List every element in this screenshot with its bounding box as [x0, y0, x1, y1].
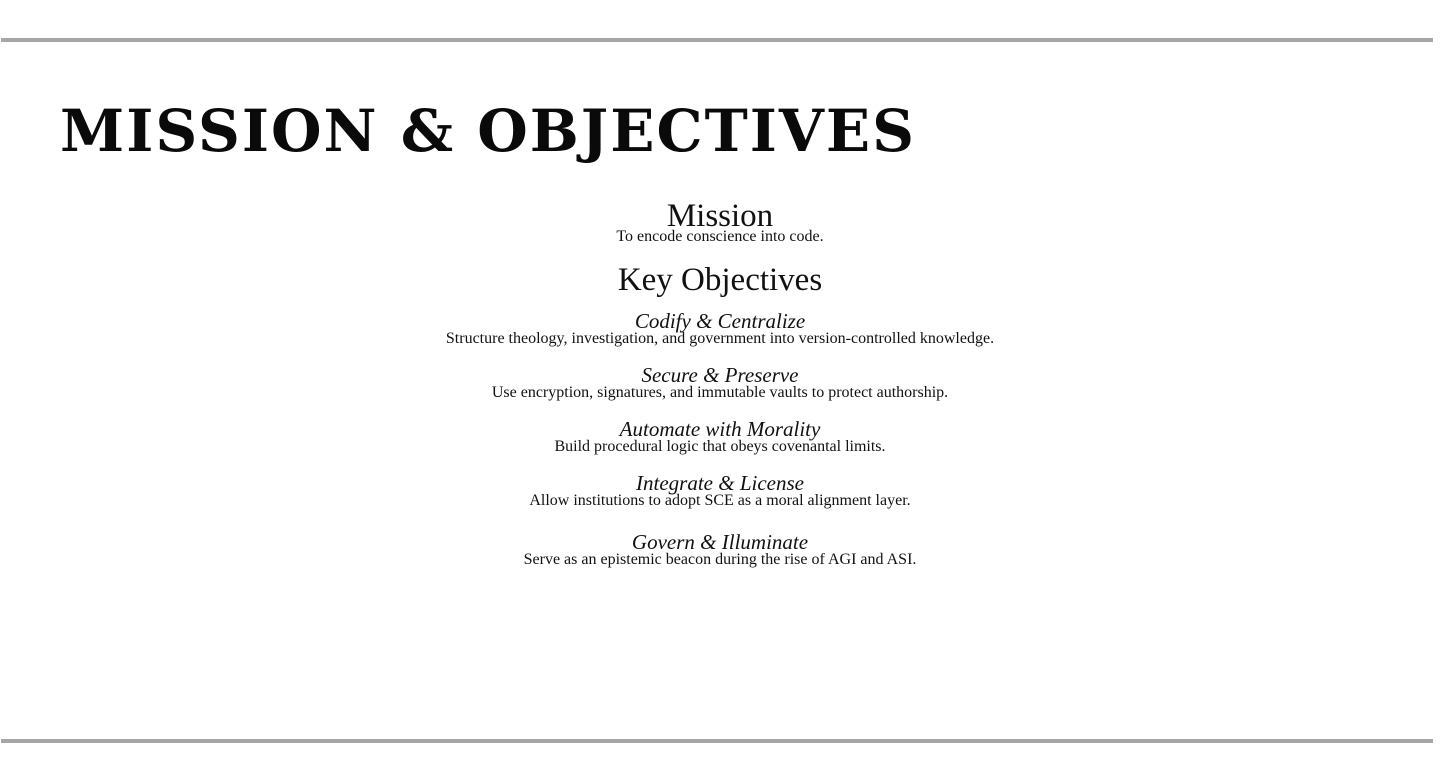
key-objectives-heading: Key Objectives	[617, 262, 823, 298]
objective-description-automate: Build procedural logic that obeys covenantal limits.	[554, 438, 886, 455]
mission-statement: To encode conscience into code.	[616, 228, 824, 245]
objective-description-secure: Use encryption, signatures, and immutable vaults to protect authorship.	[491, 384, 949, 401]
mission-heading: Mission	[666, 198, 774, 234]
objective-title-govern: Govern & Illuminate	[631, 530, 809, 554]
objective-description-integrate: Allow institutions to adopt SCE as a moral alignment layer.	[529, 492, 911, 509]
objective-title-secure: Secure & Preserve	[641, 363, 799, 387]
objective-title-codify: Codify & Centralize	[634, 309, 806, 333]
objective-title-automate: Automate with Morality	[619, 417, 821, 441]
objective-description-codify: Structure theology, investigation, and government into version-controlled knowledge.	[445, 330, 995, 347]
page-title: MISSION & OBJECTIVES	[60, 97, 916, 165]
top-divider	[1, 38, 1433, 42]
bottom-divider	[1, 739, 1433, 743]
objective-title-integrate: Integrate & License	[636, 471, 804, 495]
objective-description-govern: Serve as an epistemic beacon during the rise of AGI and ASI.	[523, 551, 917, 568]
